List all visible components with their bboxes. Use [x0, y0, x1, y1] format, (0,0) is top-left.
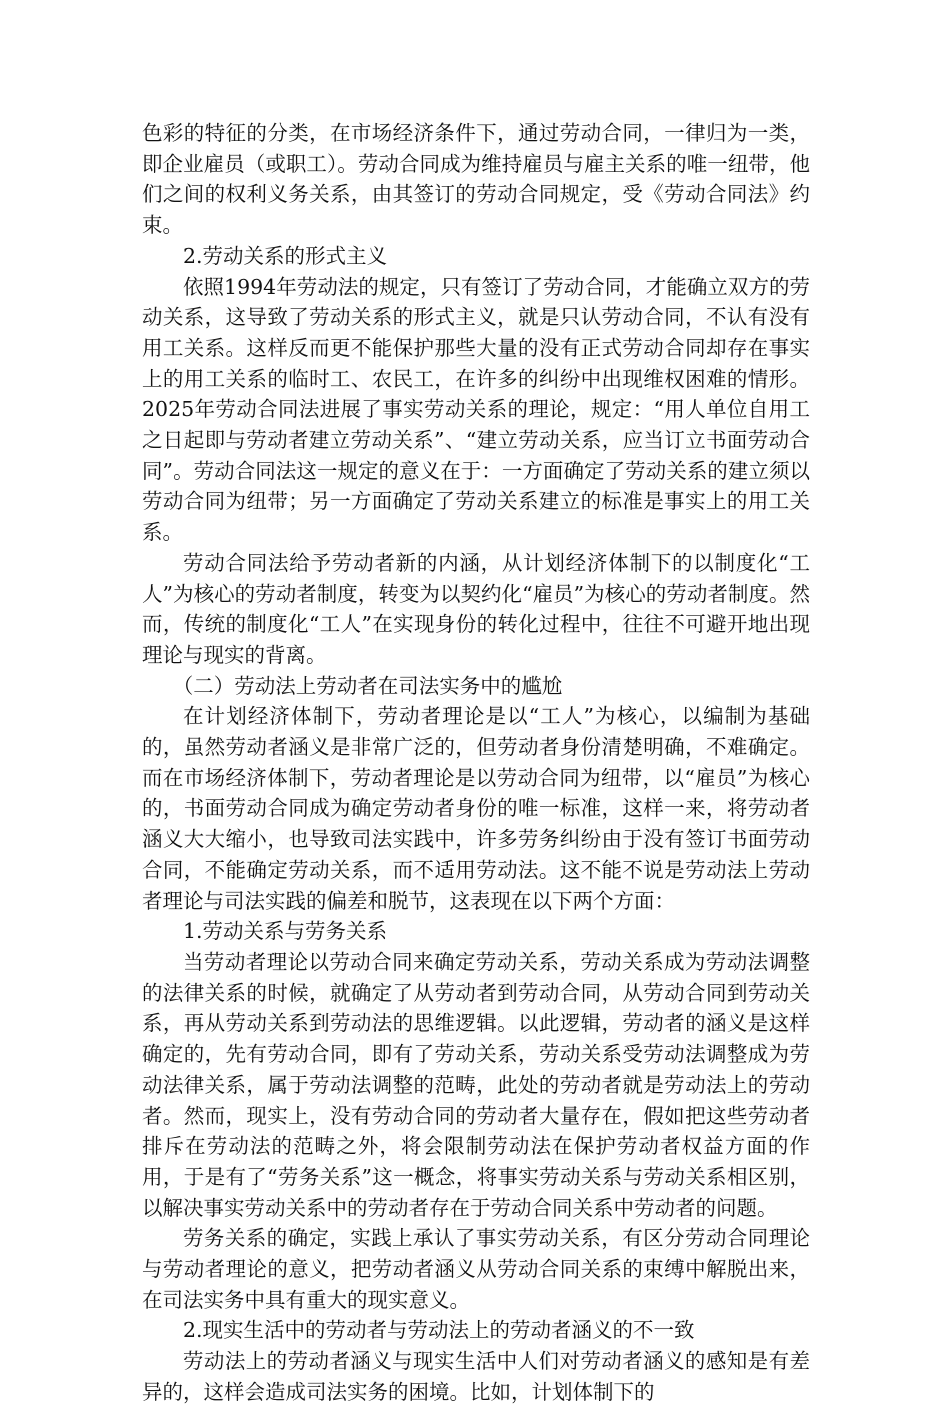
paragraph-2: 依照1994年劳动法的规定，只有签订了劳动合同，才能确立双方的劳动关系，这导致了劳动关系的形式主义，就是只认劳动合同，不认有没有用工关系。这样反而更不能保护那些大量的没有正式劳动合同却存在事实上的用工关系的临时工、农民工，在许多的纠纷中出现维权困难的情形。2025年劳动合同法进展了事实劳动关系的理论，规定：“用人单位自用工之日起即与劳动者建立劳动关系”、“建立劳动关系，应当订立书面劳动合同”。劳动合同法这一规定的意义在于：一方面确定了劳动关系的建立须以劳动合同为纽带；另一方面确定了劳动关系建立的标准是事实上的用工关系。	[142, 274, 810, 545]
section-heading-judicial: （二）劳动法上劳动者在司法实务中的尴尬	[172, 673, 563, 698]
paragraph-6: 劳务关系的确定，实践上承认了事实劳动关系，有区分劳动合同理论与劳动者理论的意义，把劳动者涵义从劳动合同关系的束缚中解脱出来，在司法实务中具有重大的现实意义。	[142, 1226, 810, 1312]
section-heading-labor-service: 1.劳动关系与劳务关系	[183, 919, 388, 944]
section-heading-inconsistency: 2.现实生活中的劳动者与劳动法上的劳动者涵义的不一致	[183, 1318, 695, 1343]
document-page	[142, 118, 810, 1408]
paragraph-4: 在计划经济体制下，劳动者理论是以“工人”为核心，以编制为基础的，虽然劳动者涵义是非常广泛的，但劳动者身份清楚明确，不难确定。而在市场经济体制下，劳动者理论是以劳动合同为纽带，以“雇员”为核心的，书面劳动合同成为确定劳动者身份的唯一标准，这样一来，将劳动者涵义大大缩小，也导致司法实践中，许多劳务纠纷由于没有签订书面劳动合同，不能确定劳动关系，而不适用劳动法。这不能不说是劳动法上劳动者理论与司法实践的偏差和脱节，这表现在以下两个方面：	[142, 704, 810, 913]
section-heading-formalism: 2.劳动关系的形式主义	[183, 243, 388, 268]
paragraph-1: 色彩的特征的分类，在市场经济条件下，通过劳动合同，一律归为一类，即企业雇员（或职工）。劳动合同成为维持雇员与雇主关系的唯一纽带，他们之间的权利义务关系，由其签订的劳动合同规定，受《劳动合同法》约束。	[142, 121, 810, 238]
paragraph-3: 劳动合同法给予劳动者新的内涵，从计划经济体制下的以制度化“工人”为核心的劳动者制度，转变为以契约化“雇员”为核心的劳动者制度。然而，传统的制度化“工人”在实现身份的转化过程中，往往不可避开地出现理论与现实的背离。	[142, 550, 810, 667]
paragraph-5: 当劳动者理论以劳动合同来确定劳动关系，劳动关系成为劳动法调整的法律关系的时候，就确定了从劳动者到劳动合同，从劳动合同到劳动关系，再从劳动关系到劳动法的思维逻辑。以此逻辑，劳动者的涵义是这样确定的，先有劳动合同，即有了劳动关系，劳动关系受劳动法调整成为劳动法律关系，属于劳动法调整的范畴，此处的劳动者就是劳动法上的劳动者。然而，现实上，没有劳动合同的劳动者大量存在，假如把这些劳动者排斥在劳动法的范畴之外，将会限制劳动法在保护劳动者权益方面的作用，于是有了“劳务关系”这一概念，将事实劳动关系与劳动关系相区别，以解决事实劳动关系中的劳动者存在于劳动合同关系中劳动者的问题。	[142, 949, 810, 1220]
paragraph-7: 劳动法上的劳动者涵义与现实生活中人们对劳动者涵义的感知是有差异的，这样会造成司法实务的困境。比如，计划体制下的	[142, 1349, 810, 1404]
